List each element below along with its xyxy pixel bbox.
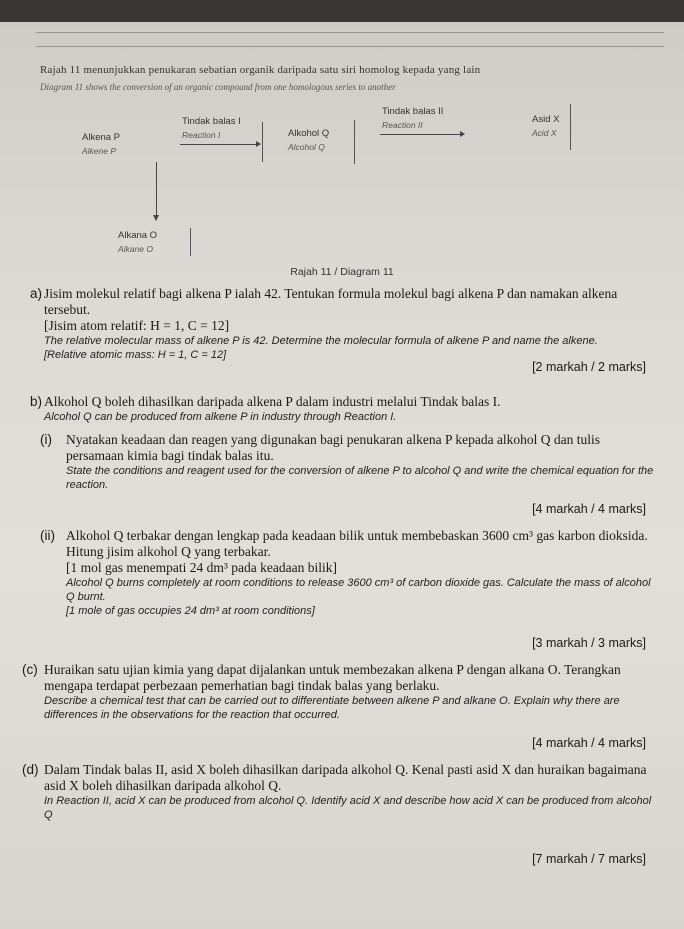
- divider: [36, 46, 664, 47]
- arrow-reaction-2: [380, 134, 464, 135]
- reaction-1-label: Tindak balas I: [182, 116, 241, 127]
- exam-paper: [0, 22, 684, 929]
- acid-x-label-en: Acid X: [532, 128, 557, 138]
- question-a-text-en: The relative molecular mass of alkene P is 42. Determine the molecular formula of alkene P and name the alkene.: [44, 335, 598, 347]
- question-c-marks: [4 markah / 4 marks]: [532, 736, 646, 750]
- bracket-line: [262, 122, 263, 162]
- alcohol-q-label-en: Alcohol Q: [288, 142, 325, 152]
- question-b-ii-note-en: [1 mole of gas occupies 24 dm³ at room conditions]: [66, 605, 315, 617]
- question-b-i-number: (i): [40, 432, 52, 447]
- question-c-number: (c): [22, 662, 38, 677]
- reaction-2-label: Tindak balas II: [382, 106, 444, 117]
- bracket-line: [190, 228, 191, 256]
- alkane-o-label-en: Alkane O: [118, 244, 153, 254]
- question-c-text-ms: Huraikan satu ujian kimia yang dapat dijalankan untuk membezakan alkena P dengan alkana O. Terangkan mengapa terdapat perbezaan pemerhatian bagi tindak balas yang berlaku.: [44, 662, 621, 693]
- question-b-ii-number: (ii): [40, 528, 55, 543]
- alkane-o-label: Alkana O: [118, 230, 158, 241]
- question-b-text-ms: Alkohol Q boleh dihasilkan daripada alkena P dalam industri melalui Tindak balas I.: [44, 394, 501, 409]
- question-d-text-en: In Reaction II, acid X can be produced from alcohol Q. Identify acid X and describe how acid X can be produced from alcohol Q: [44, 795, 652, 821]
- reaction-2-label-en: Reaction II: [382, 120, 423, 130]
- intro-text-ms: Rajah 11 menunjukkan penukaran sebatian organik daripada satu siri homolog kepada yang lain: [40, 64, 481, 76]
- question-d-marks: [7 markah / 7 marks]: [532, 852, 646, 866]
- alkene-p-label-en: Alkene P: [82, 146, 117, 156]
- question-c-text-en: Describe a chemical test that can be carried out to differentiate between alkene P and alkane O. Explain why there are differences in the observations for the reaction that occurred.: [44, 695, 620, 721]
- question-b-ii-text-ms: Alkohol Q terbakar dengan lengkap pada keadaan bilik untuk membebaskan 3600 cm³ gas karbon dioksida. Hitung jisim alkohol Q yang terbakar.: [66, 528, 648, 559]
- acid-x-label: Asid X: [532, 114, 560, 125]
- question-a-number: a): [30, 286, 43, 301]
- divider: [36, 32, 664, 33]
- diagram-caption: Rajah 11 / Diagram 11: [290, 266, 394, 278]
- bracket-line: [570, 104, 571, 150]
- question-d-number: (d): [22, 762, 39, 777]
- intro-text-en: Diagram 11 shows the conversion of an organic compound from one homologous series to another: [40, 82, 396, 92]
- question-a-note-ms: [Jisim atom relatif: H = 1, C = 12]: [44, 318, 230, 333]
- question-b-i-text-ms: Nyatakan keadaan dan reagen yang digunakan bagi penukaran alkena P kepada alkohol Q dan tulis persamaan kimia bagi tindak balas itu.: [66, 432, 601, 463]
- question-a-marks: [2 markah / 2 marks]: [532, 360, 646, 374]
- question-b-ii-text-en: Alcohol Q burns completely at room conditions to release 3600 cm³ of carbon dioxide gas. Calculate the mass of alcohol Q burnt.: [66, 577, 651, 603]
- question-b-i-text-en: State the conditions and reagent used for the conversion of alkene P to alcohol Q and write the chemical equation for the reaction.: [66, 465, 654, 491]
- bracket-line: [354, 120, 355, 164]
- question-a-text-ms: Jisim molekul relatif bagi alkena P ialah 42. Tentukan formula molekul bagi alkena P dan namakan alkena tersebut.: [44, 286, 618, 317]
- question-b: [44, 394, 654, 424]
- question-d-text-ms: Dalam Tindak balas II, asid X boleh dihasilkan daripada alkohol Q. Kenal pasti asid X dan huraikan bagaimana asid X boleh dihasilkan daripada alkohol Q.: [44, 762, 647, 793]
- question-c: [44, 662, 654, 722]
- alcohol-q-label: Alkohol Q: [288, 128, 330, 139]
- arrow-down: [156, 162, 157, 220]
- question-b-ii-note-ms: [1 mol gas menempati 24 dm³ pada keadaan bilik]: [66, 560, 337, 575]
- question-d: [44, 762, 654, 822]
- question-b-i-marks: [4 markah / 4 marks]: [532, 502, 646, 516]
- alkene-p-label: Alkena P: [82, 132, 121, 143]
- question-b-ii: [66, 528, 654, 618]
- question-b-number: b): [30, 394, 43, 409]
- reaction-1-label-en: Reaction I: [182, 130, 221, 140]
- question-b-text-en: Alcohol Q can be produced from alkene P in industry through Reaction I.: [44, 411, 397, 423]
- question-a-note-en: [Relative atomic mass: H = 1, C = 12]: [44, 349, 227, 361]
- question-b-ii-marks: [3 markah / 3 marks]: [532, 636, 646, 650]
- question-a: [44, 286, 654, 362]
- arrow-reaction-1: [180, 144, 260, 145]
- question-b-i: [66, 432, 654, 492]
